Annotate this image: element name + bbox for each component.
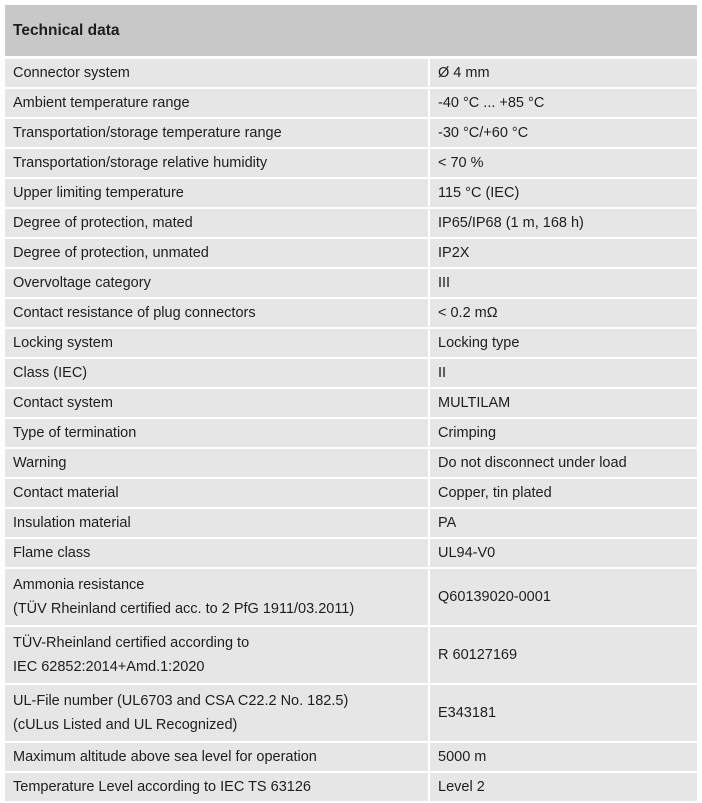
table-row — [5, 448, 697, 478]
table-row — [5, 508, 697, 538]
value-cell: Locking type — [429, 328, 697, 358]
table-row — [5, 208, 697, 238]
parameter-label: Transportation/storage temperature range — [13, 125, 282, 141]
parameter-label: Temperature Level according to IEC TS 63126 — [13, 779, 311, 795]
parameter-label: Class (IEC) — [13, 365, 88, 381]
table-row — [5, 298, 697, 328]
table-row — [5, 268, 697, 298]
parameter-label: Locking system — [13, 335, 113, 351]
table-row — [5, 684, 697, 742]
parameter-label: Insulation material — [13, 515, 131, 531]
parameter-cell — [5, 208, 429, 238]
value-cell: II — [429, 358, 697, 388]
value-cell: E343181 — [429, 684, 697, 742]
table-row — [5, 178, 697, 208]
parameter-label: Warning — [13, 455, 67, 471]
parameter-cell — [5, 388, 429, 418]
table-row — [5, 358, 697, 388]
parameter-label: Ambient temperature range — [13, 95, 190, 111]
parameter-label: Ammonia resistance — [13, 577, 145, 593]
value-cell: 5000 m — [429, 742, 697, 772]
table-row — [5, 772, 697, 802]
table-row — [5, 388, 697, 418]
table-row — [5, 568, 697, 626]
value-cell: R 60127169 — [429, 626, 697, 684]
value-cell: IP65/IP68 (1 m, 168 h) — [429, 208, 697, 238]
parameter-label: Contact material — [13, 485, 119, 501]
value-cell: 115 °C (IEC) — [429, 178, 697, 208]
parameter-label: Type of termination — [13, 425, 137, 441]
table-body — [5, 59, 697, 802]
table-row — [5, 328, 697, 358]
parameter-cell — [5, 178, 429, 208]
parameter-cell — [5, 358, 429, 388]
parameter-label: IEC 62852:2014+Amd.1:2020 — [13, 659, 205, 675]
value-cell: Copper, tin plated — [429, 478, 697, 508]
table-title: Technical data — [5, 5, 697, 59]
table-row — [5, 478, 697, 508]
table-row — [5, 418, 697, 448]
value-cell: Do not disconnect under load — [429, 448, 697, 478]
parameter-label: Degree of protection, mated — [13, 215, 193, 231]
parameter-cell — [5, 238, 429, 268]
parameter-cell — [5, 626, 429, 684]
table-row — [5, 59, 697, 88]
parameter-label: Degree of protection, unmated — [13, 245, 209, 261]
parameter-cell — [5, 568, 429, 626]
table-row — [5, 538, 697, 568]
value-cell: -40 °C ... +85 °C — [429, 88, 697, 118]
parameter-cell — [5, 148, 429, 178]
value-cell: PA — [429, 508, 697, 538]
value-cell: Level 2 — [429, 772, 697, 802]
technical-data-table — [5, 5, 697, 803]
parameter-label: TÜV-Rheinland certified according to — [13, 635, 250, 651]
value-cell: UL94-V0 — [429, 538, 697, 568]
parameter-cell — [5, 772, 429, 802]
value-cell: Crimping — [429, 418, 697, 448]
value-cell: < 70 % — [429, 148, 697, 178]
parameter-cell — [5, 268, 429, 298]
parameter-cell — [5, 298, 429, 328]
parameter-label: Maximum altitude above sea level for operation — [13, 749, 317, 765]
value-cell: Ø 4 mm — [429, 59, 697, 88]
table-row — [5, 118, 697, 148]
value-cell: < 0.2 mΩ — [429, 298, 697, 328]
parameter-cell — [5, 59, 429, 88]
data-table — [5, 59, 697, 803]
parameter-label: Connector system — [13, 65, 130, 81]
parameter-label: Flame class — [13, 545, 91, 561]
parameter-label: (TÜV Rheinland certified acc. to 2 PfG 1911/03.2011) — [13, 601, 355, 617]
parameter-cell — [5, 684, 429, 742]
parameter-cell — [5, 448, 429, 478]
parameter-cell — [5, 418, 429, 448]
value-cell: Q60139020-0001 — [429, 568, 697, 626]
parameter-cell — [5, 508, 429, 538]
parameter-cell — [5, 88, 429, 118]
value-cell: IP2X — [429, 238, 697, 268]
parameter-cell — [5, 118, 429, 148]
parameter-label: Contact resistance of plug connectors — [13, 305, 256, 321]
value-cell: -30 °C/+60 °C — [429, 118, 697, 148]
value-cell: MULTILAM — [429, 388, 697, 418]
parameter-label: Transportation/storage relative humidity — [13, 155, 268, 171]
parameter-cell — [5, 328, 429, 358]
table-row — [5, 626, 697, 684]
value-cell: III — [429, 268, 697, 298]
parameter-cell — [5, 742, 429, 772]
parameter-label: Overvoltage category — [13, 275, 151, 291]
parameter-label: Contact system — [13, 395, 113, 411]
table-row — [5, 238, 697, 268]
parameter-cell — [5, 538, 429, 568]
parameter-cell — [5, 478, 429, 508]
table-row — [5, 148, 697, 178]
table-row — [5, 88, 697, 118]
parameter-label: (cULus Listed and UL Recognized) — [13, 717, 238, 733]
parameter-label: UL-File number (UL6703 and CSA C22.2 No. 182.5) — [13, 693, 349, 709]
parameter-label: Upper limiting temperature — [13, 185, 184, 201]
table-row — [5, 742, 697, 772]
